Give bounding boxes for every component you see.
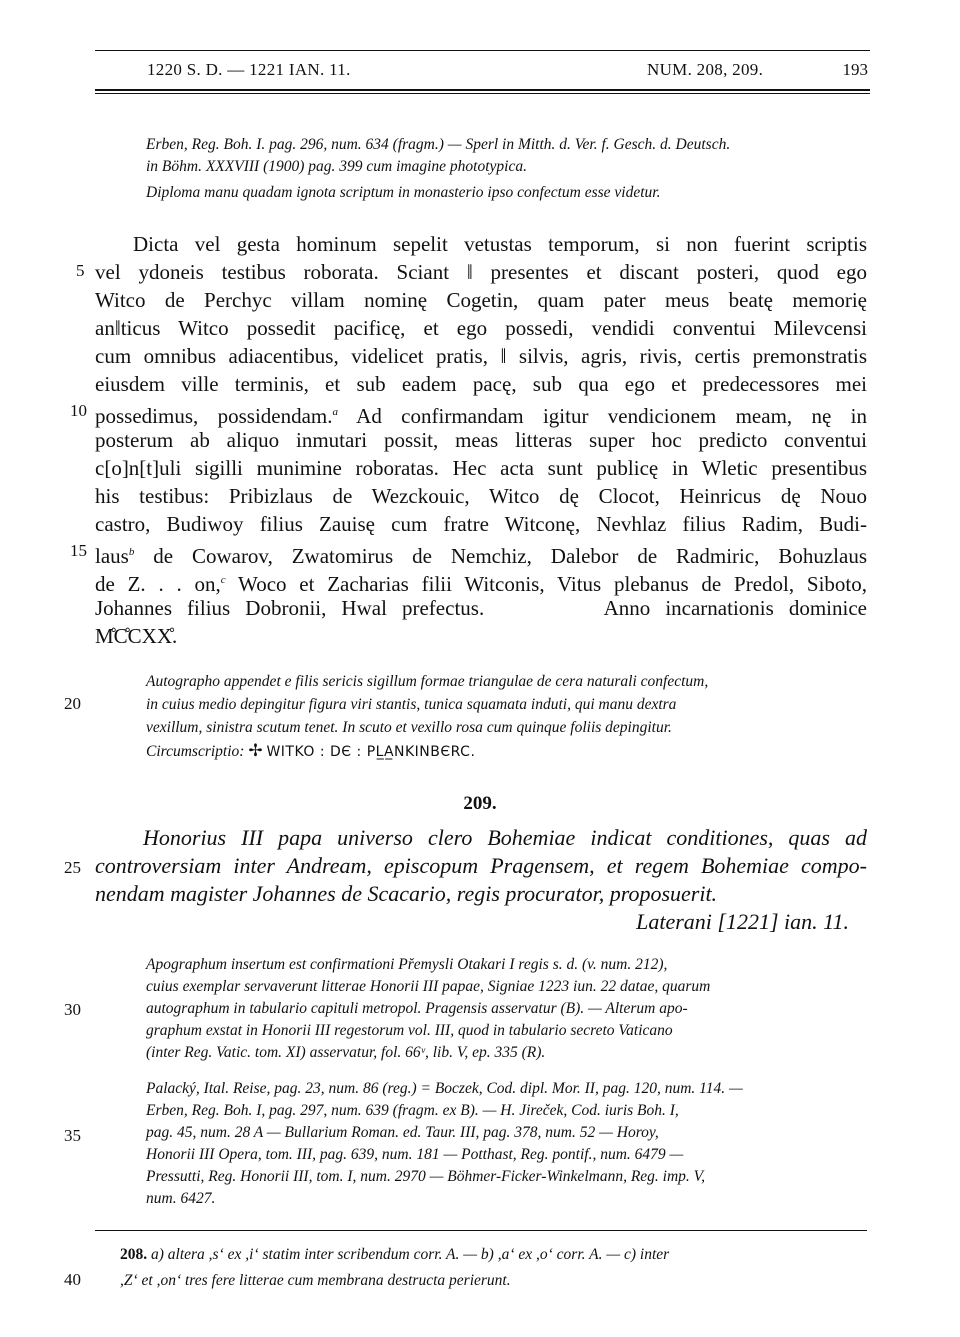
text-segment: Woco et Zacharias filii Witconis, Vitus plebanus de Predol, Siboto, — [225, 572, 867, 596]
text-line: cum omnibus adiacentibus, videlicet pratis, ‖ silvis, agris, rivis, certis premonstratis — [95, 344, 867, 368]
sources-208-note: Diploma manu quadam ignota scriptum in monasterio ipso confectum esse videtur. — [146, 184, 661, 201]
header-rule-bottom — [95, 89, 870, 91]
seal-line — [146, 739, 868, 764]
line-number: 10 — [70, 401, 87, 420]
regest-line: controversiam inter Andream, episcopum Pragensem, et regem Bohemiae compo- — [95, 853, 867, 878]
text-segment: Ad confirmandam igitur vendicionem meam, nę in — [338, 404, 867, 428]
regest-209 — [95, 824, 867, 936]
line-number: 35 — [64, 1126, 81, 1145]
header-rule-bottom-thin — [95, 93, 870, 94]
footnote-marker: c — [220, 574, 226, 586]
footnote-line: ,Z‘ et ,on‘ tres fere litterae cum membrana destructa perierunt. — [120, 1272, 511, 1289]
footnote-doc-number: 208. — [120, 1246, 148, 1263]
footnote-marker: b — [128, 546, 135, 558]
text-segment: de Z. . . on, — [95, 572, 221, 596]
text-line: posterum ab aliquo inmutari possit, meas litteras super hoc predicto conventui — [95, 428, 867, 452]
sources-line: graphum exstat in Honorii III regestorum vol. III, quod in tabulario secreto Vaticano — [146, 1022, 673, 1039]
header-document-numbers: NUM. 208, 209. — [647, 60, 764, 79]
text-line — [95, 398, 867, 426]
text-line: Dicta vel gesta hominum sepelit vetustas temporum, si non fuerint scriptis — [133, 232, 867, 256]
text-segment: laus — [95, 544, 129, 568]
line-number: 30 — [64, 1000, 81, 1019]
dating-year: M̊C̊CXX̊. — [95, 624, 178, 648]
circumscriptio-label: Circumscriptio: — [146, 743, 245, 760]
sources-line: Honorii III Opera, tom. III, pag. 639, num. 181 — Potthast, Reg. pontif., num. 6479 — — [146, 1146, 684, 1163]
header-date-range: 1220 S. D. — 1221 IAN. 11. — [147, 60, 351, 79]
line-number: 5 — [76, 261, 85, 280]
footnotes — [120, 1242, 868, 1294]
sources-line: autographum in tabulario capituli metropol. Pragensis asservatur (B). — Alterum apo- — [146, 1000, 688, 1017]
seal-description-208 — [146, 670, 868, 764]
text-line: vel ydoneis testibus roborata. Sciant ‖ presentes et discant posteri, quod ego — [95, 260, 867, 284]
sources-208-line: in Böhm. XXXVIII (1900) pag. 399 cum imagine phototypica. — [146, 158, 527, 175]
footnote-line — [120, 1242, 868, 1268]
seal-line: Autographo appendet e filis sericis sigillum formae triangulae de cera naturali confectum, — [146, 673, 709, 690]
running-header — [95, 50, 870, 94]
text-line: castro, Budiwoy filius Zauisę cum fratre Witconę, Nevhlaz filius Radim, Budi- — [95, 512, 867, 536]
cross-icon: ✢ — [248, 741, 263, 760]
footnote-marker: a — [332, 406, 338, 418]
sources-line: (inter Reg. Vatic. tom. XI) asservatur, fol. 66ᵛ, lib. V, ep. 335 (R). — [146, 1044, 546, 1061]
sources-209-apographum — [146, 954, 868, 1064]
sources-209-editions — [146, 1078, 868, 1210]
text-line: c[o]n[t]uli sigilli munimine roboratas. Hec acta sunt publicę in Wletic presentibus — [95, 456, 867, 480]
seal-line: vexillum, sinistra scutum tenet. In scuto et vexillo rosa cum quinque foliis depingitur. — [146, 719, 672, 736]
sources-line: Apographum insertum est confirmationi Přemysli Otakari I regis s. d. (v. num. 212), — [146, 956, 668, 973]
text-line: his testibus: Pribizlaus de Wezckouic, Witco dę Clocot, Heinricus dę Nouo — [95, 484, 867, 508]
sources-line: cuius exemplar servaverunt litterae Honorii III papae, Signiae 1223 iun. 22 datae, quarum — [146, 978, 711, 995]
text-line — [95, 538, 867, 566]
sources-208 — [146, 134, 868, 204]
footnote-text: a) altera ,s‘ ex ,i‘ statim inter scribendum corr. A. — b) ,a‘ ex ,o‘ corr. A. — c) inter — [151, 1246, 670, 1263]
document-number-209: 209. — [463, 793, 497, 814]
seal-legend: WITKO : DЄ : PL̲A̲NKINBЄRC. — [266, 744, 476, 760]
text-line: Witco de Perchyc villam nominę Cogetin, quam pater meus beatę memorię — [95, 288, 867, 312]
regest-line: Honorius III papa universo clero Bohemiae indicat conditiones, quas ad — [143, 825, 867, 850]
sources-line: Palacký, Ital. Reise, pag. 23, num. 86 (reg.) = Boczek, Cod. dipl. Mor. II, pag. 120, num. 114. — — [146, 1080, 743, 1097]
page-number: 193 — [842, 60, 868, 79]
sources-line: Pressutti, Reg. Honorii III, tom. I, num. 2970 — Böhmer-Ficker-Winkelmann, Reg. imp. V, — [146, 1168, 706, 1185]
sources-line: pag. 45, num. 28 A — Bullarium Roman. ed. Taur. III, pag. 378, num. 52 — Horoy, — [146, 1124, 659, 1141]
regest-date: Laterani [1221] ian. 11. — [636, 909, 849, 934]
line-number: 15 — [70, 541, 87, 560]
footnote-rule — [95, 1230, 867, 1231]
text-line — [95, 566, 867, 594]
regest-line: nendam magister Johannes de Scacario, regis procurator, proposuerit. — [95, 881, 718, 906]
line-number: 25 — [64, 858, 81, 877]
text-line: an‖ticus Witco possedit pacificę, et ego possedi, vendidi conventui Milevcensi — [95, 316, 867, 340]
text-segment: possedimus, possidendam. — [95, 404, 333, 428]
text-segment: de Cowarov, Zwatomirus de Nemchiz, Dalebor de Radmiric, Bohuzlaus — [134, 544, 867, 568]
header-rule-top — [95, 50, 870, 51]
line-number: 40 — [64, 1270, 81, 1289]
seal-line: in cuius medio depingitur figura viri stantis, tunica squamata induti, qui manu dextra — [146, 696, 677, 713]
sources-line: Erben, Reg. Boh. I, pag. 297, num. 639 (fragm. ex B). — H. Jireček, Cod. iuris Boh. I, — [146, 1102, 679, 1119]
text-line: eiusdem ville terminis, et sub eadem pacę, sub qua ego et predecessores mei — [95, 372, 867, 396]
sources-line: num. 6427. — [146, 1190, 216, 1207]
line-number: 20 — [64, 694, 81, 713]
charter-text-208 — [95, 230, 867, 650]
sources-208-line: Erben, Reg. Boh. I. pag. 296, num. 634 (fragm.) — Sperl in Mitth. d. Ver. f. Gesch. d. Deutsch. — [146, 136, 731, 153]
text-line: Johannes filius Dobronii, Hwal prefectus. Anno incarnationis dominice — [95, 596, 867, 620]
